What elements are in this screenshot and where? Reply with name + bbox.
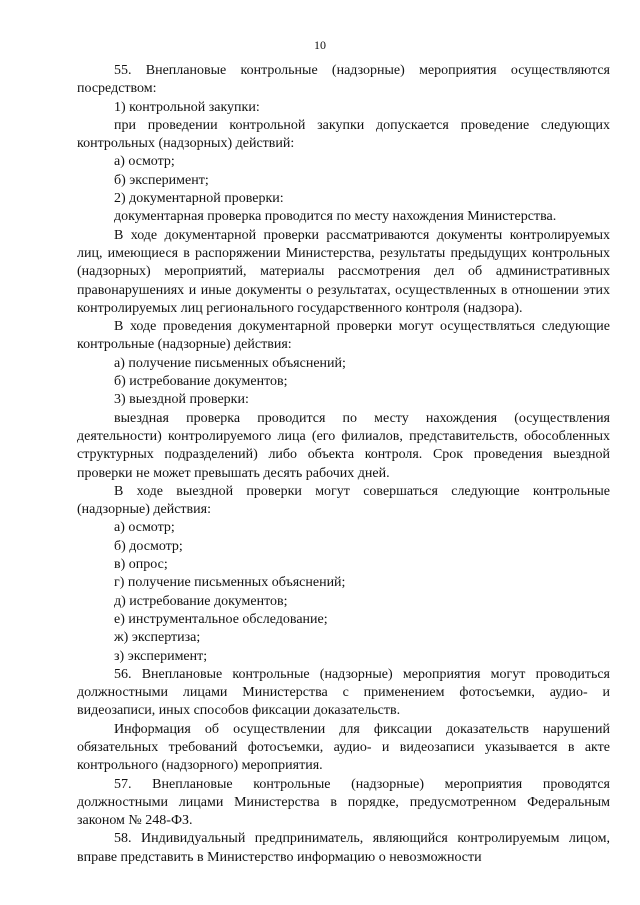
list-item: в) опрос;	[114, 557, 168, 573]
list-item: б) эксперимент;	[114, 172, 209, 188]
page-number: 10	[314, 38, 326, 52]
paragraph: В ходе проведения документарной проверки могут осуществляться следующие контрольные (надзорные) действия:	[77, 319, 610, 353]
paragraph: 55. Внеплановые контрольные (надзорные) мероприятия осуществляются посредством:	[77, 63, 610, 97]
list-item: а) осмотр;	[114, 154, 175, 170]
paragraph: при проведении контрольной закупки допускается проведение следующих контрольных (надзорных) действий:	[77, 117, 610, 152]
list-item: г) получение письменных объяснений;	[114, 575, 346, 591]
paragraph: выездная проверка проводится по месту нахождения (осуществления деятельности) контролируемого лица (его филиалов, представительств, обособленных структурных подразделений) либо объекта контроля. Срок проведения выездной проверки не может превышать десять рабочих дней.	[77, 410, 610, 481]
list-item: б) досмотр;	[114, 538, 183, 554]
list-item: з) эксперимент;	[114, 648, 208, 664]
paragraph: 56. Внеплановые контрольные (надзорные) мероприятия могут проводиться должностными лицами Министерства с применением фотосъемки, аудио- и видеозаписи, иных способов фиксации доказательств.	[77, 666, 610, 719]
paragraph: 57. Внеплановые контрольные (надзорные) мероприятия проводятся должностными лицами Министерства в порядке, предусмотренном Федеральным законом № 248-ФЗ.	[77, 776, 610, 829]
list-item: 3) выездной проверки:	[114, 392, 249, 408]
list-item: д) истребование документов;	[114, 593, 288, 609]
list-item: а) осмотр;	[114, 520, 175, 536]
list-item: 1) контрольной закупки:	[114, 99, 260, 115]
paragraph: Информация об осуществлении для фиксации доказательств нарушений обязательных требований фотосъемки, аудио- и видеозаписи указывается в акте контрольного (надзорного) мероприятия.	[77, 721, 610, 774]
document-body	[77, 62, 610, 867]
list-item: 2) документарной проверки:	[114, 191, 284, 207]
paragraph: 58. Индивидуальный предприниматель, являющийся контролируемым лицом, вправе представить в Министерство информацию о невозможности	[77, 831, 610, 865]
list-item: б) истребование документов;	[114, 374, 288, 390]
list-item: ж) экспертиза;	[114, 630, 201, 646]
paragraph: В ходе документарной проверки рассматриваются документы контролируемых лиц, имеющиеся в распоряжении Министерства, результаты предыдущих контрольных (надзорных) мероприятий, материалы рассмотрения дел об административных правонарушениях и иные документы о результатах, осуществленных в отношении этих контролируемых лиц регионального государственного контроля (надзора).	[77, 227, 610, 316]
list-item: а) получение письменных объяснений;	[114, 355, 346, 371]
paragraph: документарная проверка проводится по месту нахождения Министерства.	[114, 209, 557, 225]
list-item: е) инструментальное обследование;	[114, 611, 328, 627]
paragraph: В ходе выездной проверки могут совершаться следующие контрольные (надзорные) действия:	[77, 483, 610, 518]
